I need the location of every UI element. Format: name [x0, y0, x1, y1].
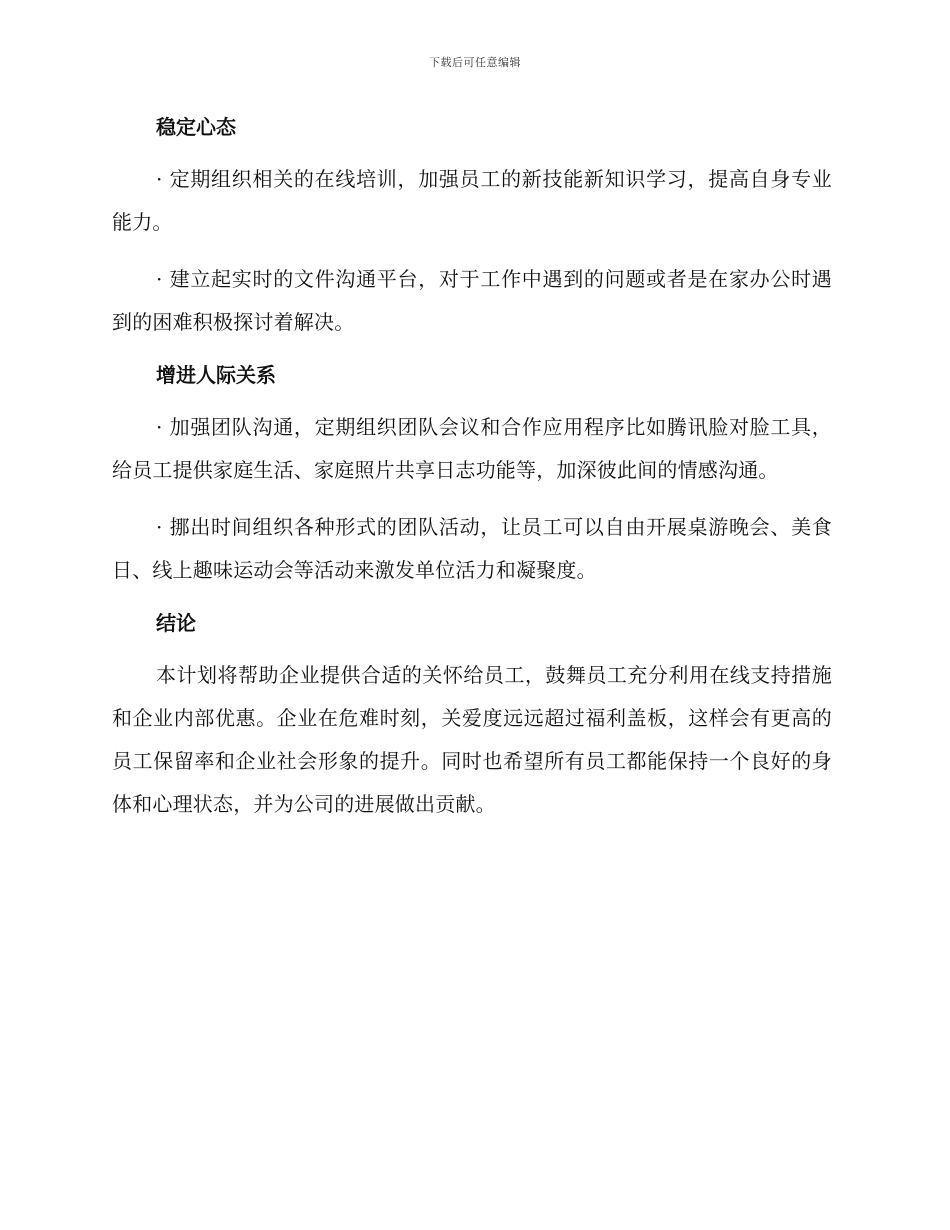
- page-header-note: 下载后可任意编辑: [429, 56, 521, 69]
- paragraph: · 加强团队沟通，定期组织团队会议和合作应用程序比如腾讯脸对脸工具，给员工提供家庭生活、家庭照片共享日志功能等，加深彼此间的情感沟通。: [112, 415, 832, 482]
- document-body: [112, 110, 832, 838]
- paragraph: · 定期组织相关的在线培训，加强员工的新技能新知识学习，提高自身专业能力。: [112, 167, 832, 234]
- section-stable-mindset: [112, 110, 832, 344]
- section-conclusion: [112, 606, 832, 826]
- section-relationships: [112, 358, 832, 592]
- paragraph: 本计划将帮助企业提供合适的关怀给员工，鼓舞员工充分利用在线支持措施和企业内部优惠。企业在危难时刻，关爱度远远超过福利盖板，这样会有更高的员工保留率和企业社会形象的提升。同时也希望所有员工都能保持一个良好的身体和心理状态，并为公司的进展做出贡献。: [112, 663, 832, 816]
- paragraph: · 建立起实时的文件沟通平台，对于工作中遇到的问题或者是在家办公时遇到的困难积极探讨着解决。: [112, 267, 832, 334]
- paragraph: · 挪出时间组织各种形式的团队活动，让员工可以自由开展桌游晚会、美食日、线上趣味运动会等活动来激发单位活力和凝聚度。: [112, 515, 832, 582]
- section-heading: 稳定心态: [156, 115, 236, 139]
- section-heading: 增进人际关系: [156, 363, 276, 387]
- section-heading: 结论: [156, 611, 196, 635]
